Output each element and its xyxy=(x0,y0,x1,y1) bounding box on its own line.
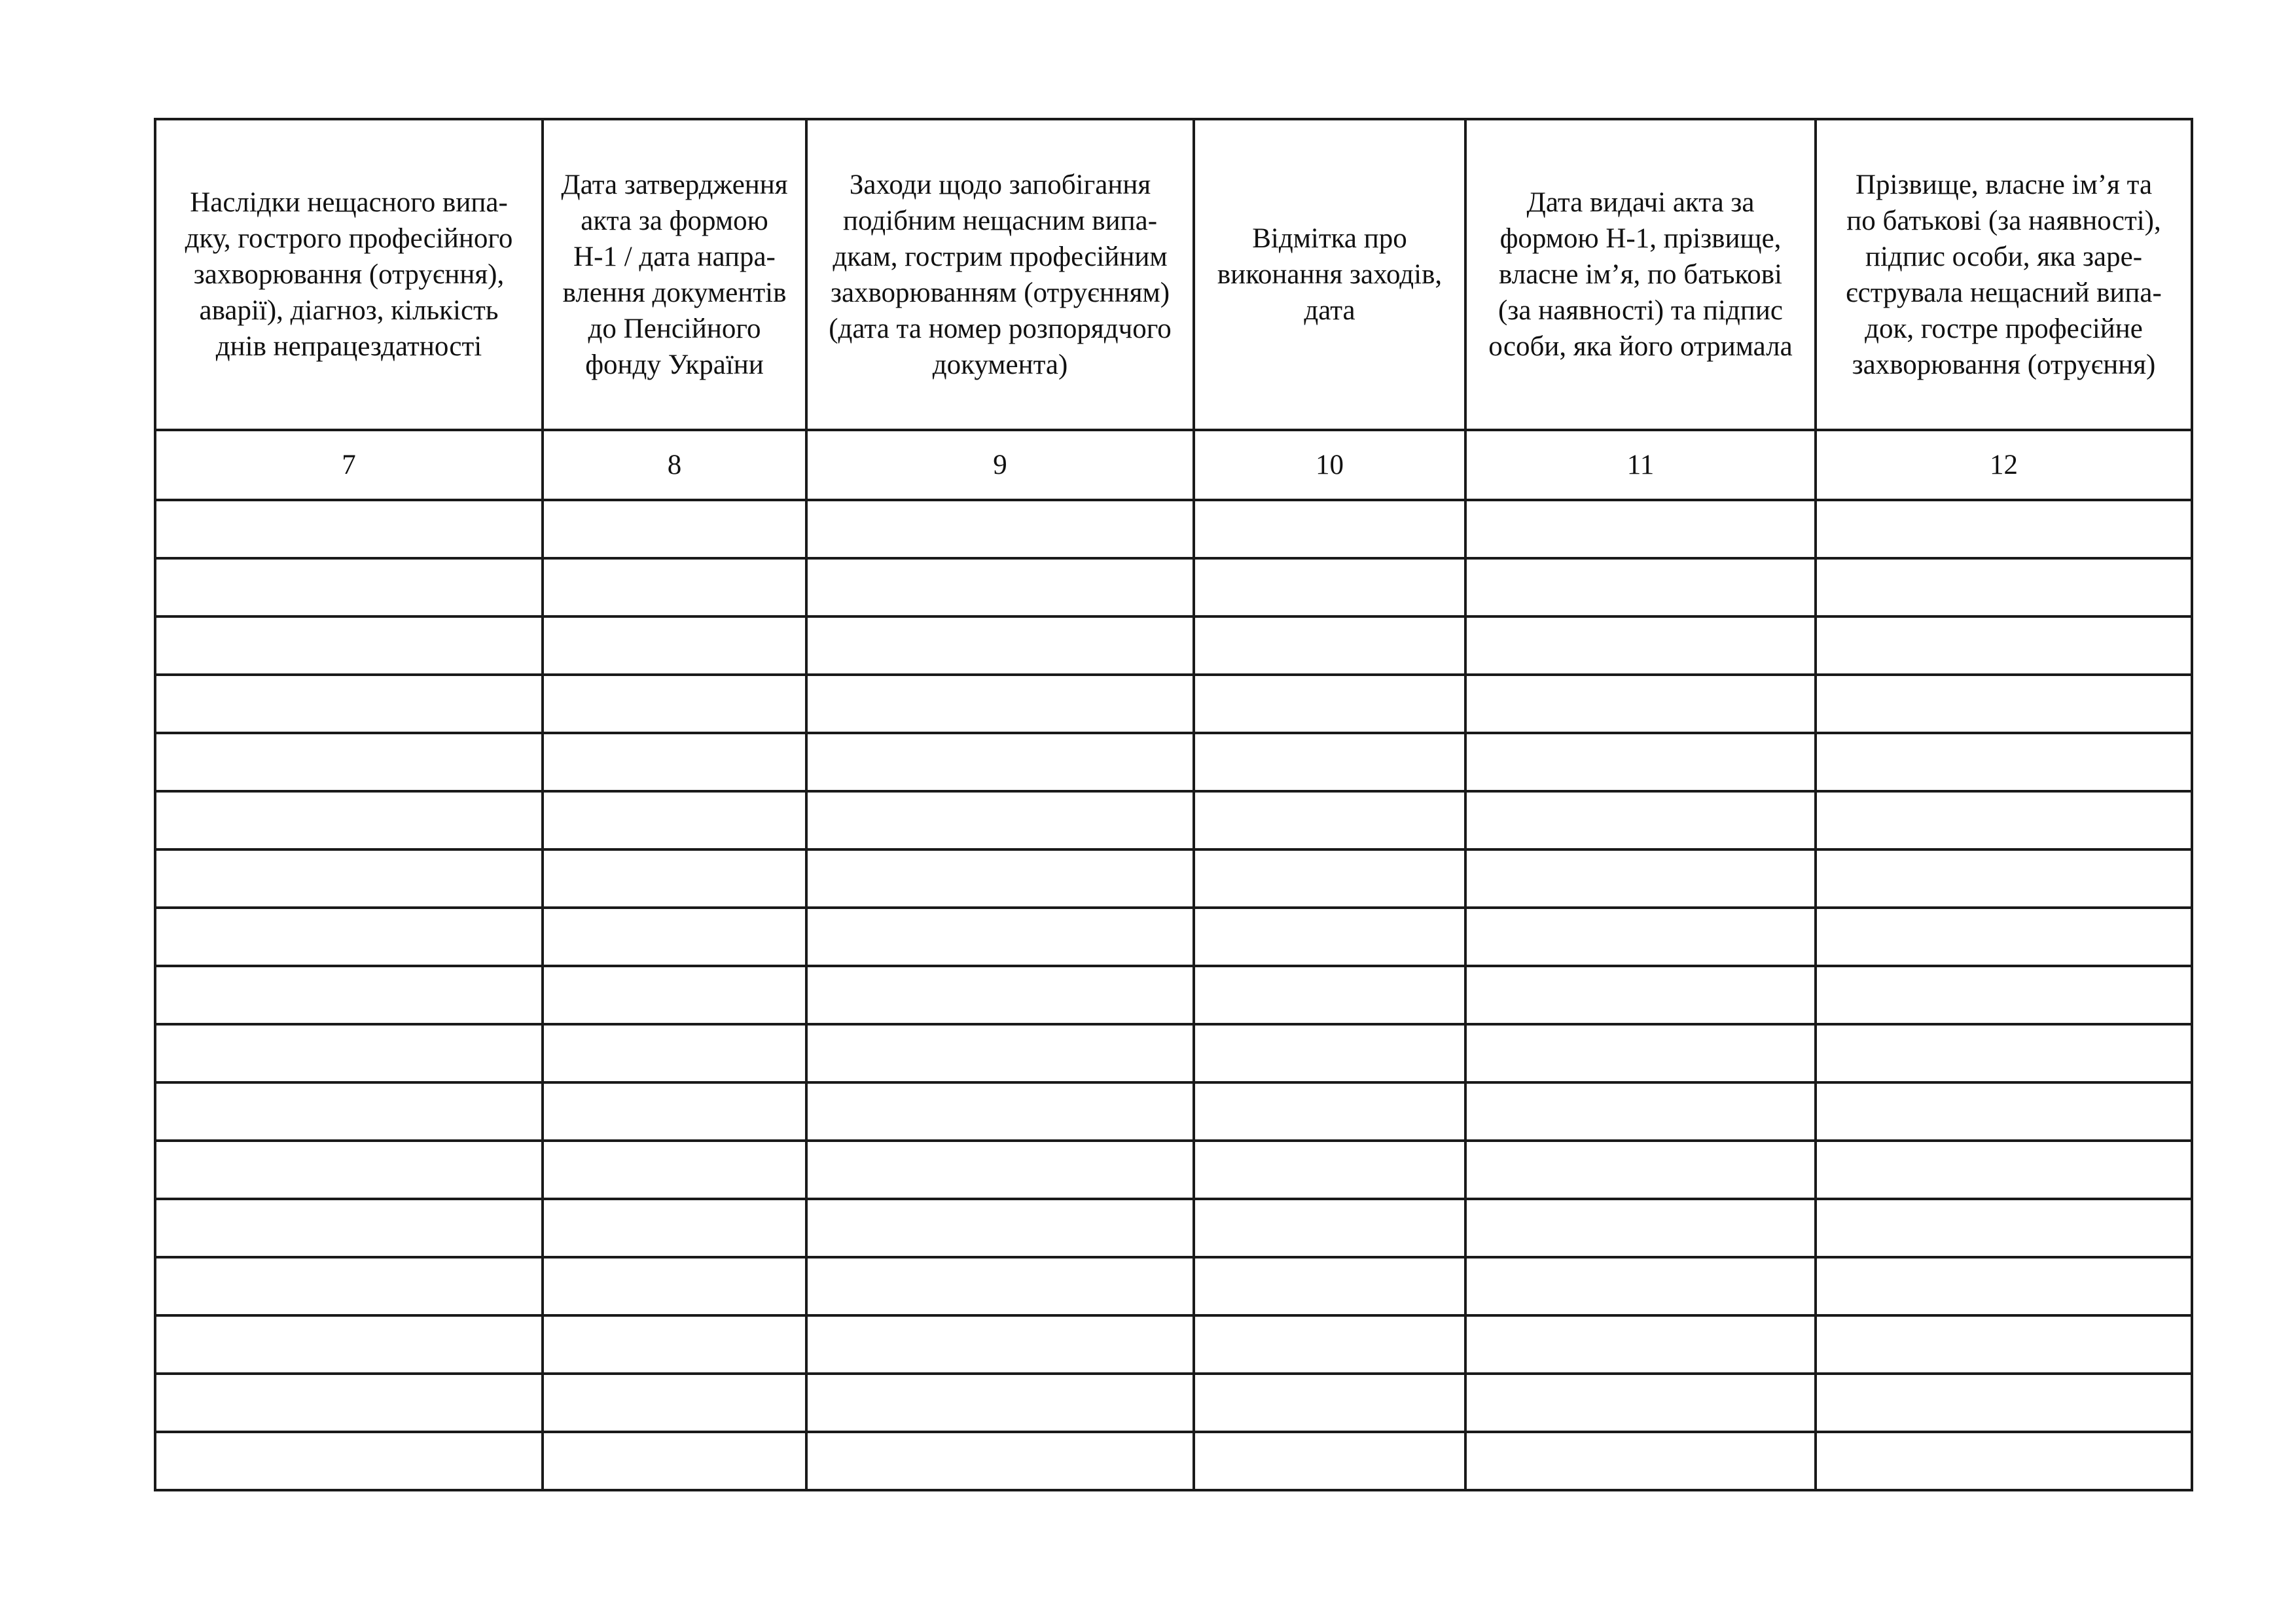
table-cell xyxy=(543,616,806,675)
table-cell xyxy=(543,1432,806,1490)
table-cell xyxy=(1816,558,2192,616)
table-cell xyxy=(806,616,1194,675)
header-completion-mark xyxy=(1194,119,1465,430)
table-cell xyxy=(1816,1199,2192,1257)
table-cell xyxy=(806,849,1194,908)
table-cell xyxy=(155,1432,543,1490)
table-cell xyxy=(1465,849,1816,908)
table-row xyxy=(155,1199,2192,1257)
table-cell xyxy=(1194,1141,1465,1199)
column-number: 9 xyxy=(806,430,1194,500)
table-cell xyxy=(806,1315,1194,1374)
table-cell xyxy=(806,675,1194,733)
table-cell xyxy=(155,1024,543,1082)
table-cell xyxy=(806,1432,1194,1490)
accident-register-table xyxy=(154,118,2193,1491)
table-row xyxy=(155,791,2192,849)
table-cell xyxy=(1194,849,1465,908)
table-cell xyxy=(1194,908,1465,966)
table-cell xyxy=(1465,1374,1816,1432)
table-cell xyxy=(1194,791,1465,849)
table-cell xyxy=(543,849,806,908)
table-cell xyxy=(155,1082,543,1141)
table-cell xyxy=(1465,908,1816,966)
table-cell xyxy=(1194,1024,1465,1082)
table-cell xyxy=(1194,1257,1465,1315)
table-cell xyxy=(155,1199,543,1257)
table-row xyxy=(155,1257,2192,1315)
header-completion-mark-text: Відмітка про виконання заходів, дата xyxy=(1217,223,1443,326)
table-cell xyxy=(543,1024,806,1082)
table-cell xyxy=(1194,733,1465,791)
table-row xyxy=(155,1315,2192,1374)
table-cell xyxy=(543,966,806,1024)
header-act-issue-text: Дата видачі акта за формою Н-1, прізвище, власне ім’я, по батькові (за наявності) та підпис особи, яка його отримала xyxy=(1488,187,1793,362)
header-registrar-text: Прізвище, власне ім’я та по батькові (за наявності), підпис особи, яка заре- єструвала нещасний випа- док, гостре професійне захворювання (отруєння) xyxy=(1846,169,2162,380)
table-cell xyxy=(1816,675,2192,733)
table-cell xyxy=(1465,1082,1816,1141)
table-row xyxy=(155,1024,2192,1082)
header-act-issue xyxy=(1465,119,1816,430)
column-number: 11 xyxy=(1465,430,1816,500)
table-row xyxy=(155,675,2192,733)
table-cell xyxy=(1816,1432,2192,1490)
table-cell xyxy=(806,1374,1194,1432)
table-cell xyxy=(806,500,1194,558)
table-body xyxy=(155,500,2192,1490)
table-cell xyxy=(155,558,543,616)
header-prevention-measures-text: Заходи щодо запобігання подібним нещасним випа- дкам, гострим професійним захворюванням (отруєнням) (дата та номер розпорядчого документа) xyxy=(829,169,1172,380)
table-cell xyxy=(806,1082,1194,1141)
table-cell xyxy=(1194,1315,1465,1374)
table-cell xyxy=(543,733,806,791)
table-cell xyxy=(1465,966,1816,1024)
header-approval-date xyxy=(543,119,806,430)
table-row xyxy=(155,1141,2192,1199)
header-approval-date-text: Дата затвердження акта за формою Н-1 / дата напра- влення документів до Пенсійного фонду України xyxy=(561,169,788,380)
table-cell xyxy=(806,908,1194,966)
table-cell xyxy=(1465,791,1816,849)
table-cell xyxy=(1816,966,2192,1024)
table-cell xyxy=(543,500,806,558)
table-cell xyxy=(1816,1024,2192,1082)
table-cell xyxy=(1194,966,1465,1024)
table-cell xyxy=(1816,733,2192,791)
table-cell xyxy=(1194,1374,1465,1432)
table-cell xyxy=(155,1315,543,1374)
table-cell xyxy=(1816,1082,2192,1141)
table-cell xyxy=(1194,1082,1465,1141)
table-cell xyxy=(155,733,543,791)
table-cell xyxy=(1194,500,1465,558)
table-cell xyxy=(806,791,1194,849)
table-cell xyxy=(1194,675,1465,733)
table-row xyxy=(155,849,2192,908)
table-cell xyxy=(1465,1199,1816,1257)
table-cell xyxy=(1816,616,2192,675)
table-cell xyxy=(155,966,543,1024)
table-cell xyxy=(1465,1432,1816,1490)
table-cell xyxy=(1816,1374,2192,1432)
table-cell xyxy=(1816,908,2192,966)
column-number: 8 xyxy=(543,430,806,500)
table-cell xyxy=(1465,1315,1816,1374)
table-cell xyxy=(1465,1257,1816,1315)
table-cell xyxy=(1816,791,2192,849)
table-row xyxy=(155,1082,2192,1141)
table-cell xyxy=(1194,558,1465,616)
table-cell xyxy=(155,675,543,733)
table-cell xyxy=(543,1082,806,1141)
table-cell xyxy=(806,558,1194,616)
column-number: 7 xyxy=(155,430,543,500)
table-row xyxy=(155,733,2192,791)
header-consequences xyxy=(155,119,543,430)
table-cell xyxy=(1194,1199,1465,1257)
table-row xyxy=(155,908,2192,966)
table-cell xyxy=(1465,500,1816,558)
table-cell xyxy=(543,1315,806,1374)
table-cell xyxy=(543,1374,806,1432)
table-row xyxy=(155,500,2192,558)
table-cell xyxy=(543,675,806,733)
table-cell xyxy=(543,908,806,966)
table-cell xyxy=(155,849,543,908)
table-cell xyxy=(543,1199,806,1257)
table-cell xyxy=(1816,1315,2192,1374)
table-cell xyxy=(1465,616,1816,675)
table-cell xyxy=(1816,500,2192,558)
table-row xyxy=(155,966,2192,1024)
table-cell xyxy=(155,1257,543,1315)
header-registrar xyxy=(1816,119,2192,430)
table-cell xyxy=(543,1257,806,1315)
table-cell xyxy=(155,1141,543,1199)
table-cell xyxy=(806,1199,1194,1257)
table-cell xyxy=(806,966,1194,1024)
table-header-row xyxy=(155,119,2192,430)
table-row xyxy=(155,616,2192,675)
table-cell xyxy=(1194,616,1465,675)
table-cell xyxy=(1465,733,1816,791)
table-cell xyxy=(155,791,543,849)
table-cell xyxy=(1465,1141,1816,1199)
table-row xyxy=(155,1432,2192,1490)
table-cell xyxy=(1465,558,1816,616)
table-cell xyxy=(543,558,806,616)
table-cell xyxy=(806,1257,1194,1315)
column-number: 10 xyxy=(1194,430,1465,500)
table-cell xyxy=(543,791,806,849)
table-cell xyxy=(155,908,543,966)
table-cell xyxy=(155,1374,543,1432)
table-row xyxy=(155,558,2192,616)
table-cell xyxy=(1816,1257,2192,1315)
column-number-row xyxy=(155,430,2192,500)
table-cell xyxy=(1816,849,2192,908)
header-consequences-text: Наслідки нещасного випа- дку, гострого професійного захворювання (отруєння), аварії), діагноз, кількість днів непрацездатності xyxy=(185,187,513,362)
table-cell xyxy=(806,1141,1194,1199)
table-cell xyxy=(1816,1141,2192,1199)
table-row xyxy=(155,1374,2192,1432)
header-prevention-measures xyxy=(806,119,1194,430)
table-cell xyxy=(1465,675,1816,733)
column-number: 12 xyxy=(1816,430,2192,500)
table-cell xyxy=(1194,1432,1465,1490)
table-cell xyxy=(155,500,543,558)
table-cell xyxy=(806,1024,1194,1082)
table-cell xyxy=(155,616,543,675)
table-cell xyxy=(806,733,1194,791)
table-cell xyxy=(543,1141,806,1199)
table-cell xyxy=(1465,1024,1816,1082)
